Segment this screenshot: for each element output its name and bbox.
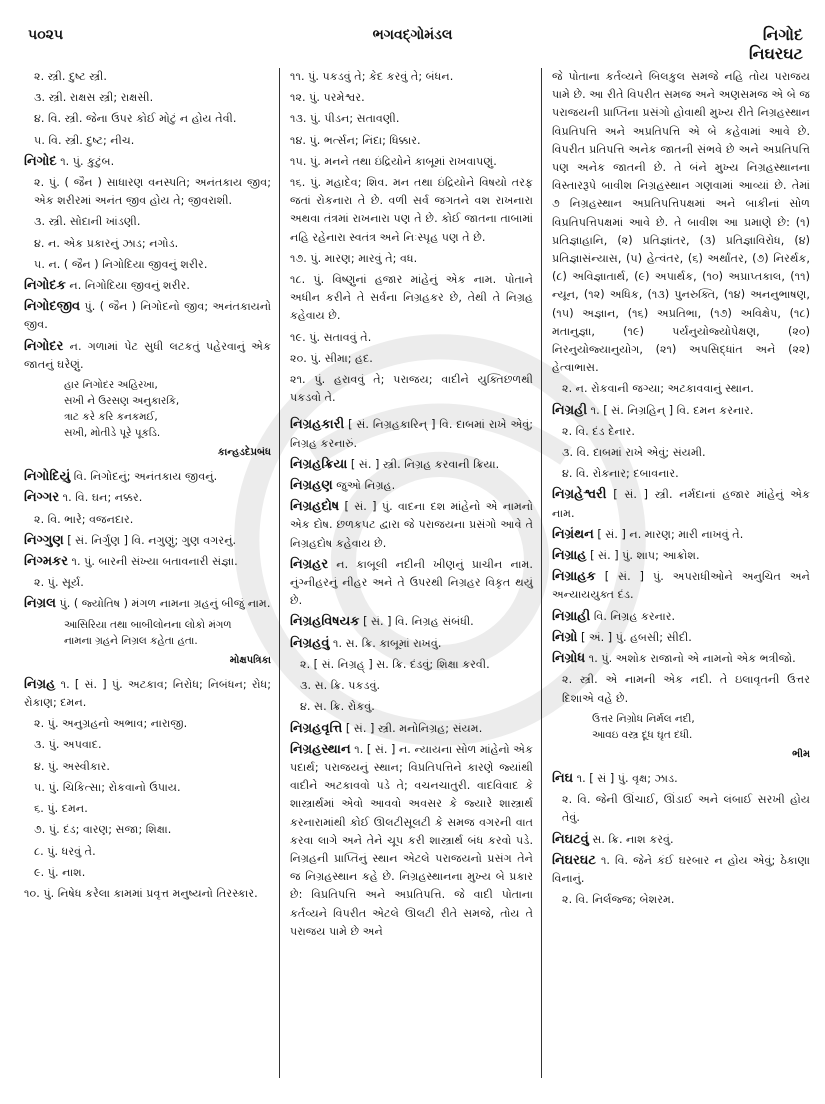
headword: નિગ્રહ xyxy=(24,676,56,692)
dictionary-entry xyxy=(24,595,271,613)
quotation xyxy=(552,711,810,743)
dictionary-entry xyxy=(290,498,533,553)
headword: નિગ્રંથન xyxy=(552,526,594,542)
definition: [ સં. ] વિ. નિગ્રહ સંબંધી. xyxy=(363,615,474,629)
headword: નિઘરઘટ xyxy=(552,852,596,868)
quote-line: હાર નિગોદર અહિરખા, xyxy=(64,379,158,392)
sense: ૨. સ્ત્રી. દુષ્ટ સ્ત્રી. xyxy=(34,70,107,83)
headword: નિગ્રાહક xyxy=(552,569,596,585)
headword: નિગ્રહસ્થાન xyxy=(290,741,351,757)
headword: નિગ્રહવું xyxy=(290,635,330,651)
headword: નિગ્રહવિષયક xyxy=(290,614,360,630)
headword: નિગ્મકર xyxy=(24,554,68,570)
sense: ૨. વિ. ભારે; વજનદાર. xyxy=(34,512,134,526)
headword: નિગ્રહદોષ xyxy=(290,499,340,515)
dictionary-entry xyxy=(24,676,271,712)
quote-attribution: કાન્હડદેપ્રબંધ xyxy=(217,447,271,459)
book-title: ભગવદ્ગોમંડલ xyxy=(372,27,453,43)
sense: ૨. વિ. નિર્લજ્જ; બેશરમ. xyxy=(562,893,675,907)
sense: ૧૮. પું. વિષ્ણુનાં હજાર માંહેનું એક નામ. પોતાને અધીન કરીને તે સર્વના નિગ્રહકર છે, તેથી તે નિગ્રહ કહેવાય છે. xyxy=(290,273,533,323)
dictionary-entry xyxy=(24,153,271,171)
dictionary-entry xyxy=(552,629,810,647)
sense: ૧. સ. ક્રિ. કાબૂમાં રાખવું. xyxy=(333,636,442,650)
sense: ૬. પું. દમન. xyxy=(34,802,88,816)
sense: ૧. પું. અશોક રાજાનો એ નામનો એક ભત્રીજો. xyxy=(588,652,796,666)
sense: ૩. સ. ક્રિ. પકડવું. xyxy=(300,679,381,693)
definition: ન. કાબૂલી નદીની ખીણનું પ્રાચીન નામ. નુંગ્નીહરનું નીહર અને તે ઉપરથી નિગ્રહર વિકૃત થયું છે. xyxy=(290,557,533,608)
guide-word-last: નિઘરઘટ xyxy=(748,44,803,63)
dictionary-entry xyxy=(552,486,810,522)
definition: ન. નિગોદિયા જીવનું શરીર. xyxy=(69,279,190,293)
dictionary-entry xyxy=(290,741,533,941)
sense: ૨. પું. ( જૈન ) સાધારણ વનસ્પતિ; અનંતકાય જીવ; એક શરીરમાં અનંત જીવ હોય તે; જીવરાશી. xyxy=(34,176,271,208)
sense: ૨. [ સં. નિગ્રહ્ ] સ. ક્રિ. દંડવું; શિક્ષા કરવી. xyxy=(300,657,490,671)
sense: ૧. વિ. ઘન; નક્કર. xyxy=(62,491,143,505)
sense: ૧. પું. બારની સંખ્યા બતાવનારી સંજ્ઞા. xyxy=(71,555,238,569)
headword: નિગોદક xyxy=(24,278,66,294)
quotation xyxy=(24,377,271,441)
sense: ૪. વિ. સ્ત્રી. જેના ઉપર કોઈ મોટું ન હોય તેવી. xyxy=(34,112,237,126)
quote-line: સખી ને ઉરસણ અનુકારકિ, xyxy=(64,395,180,408)
sense: ૯. પું. નાશ. xyxy=(34,865,86,879)
sense: ૧૪. પું. ભર્ત્સન; નિંદા; ધિક્કાર. xyxy=(290,133,421,147)
sense: ૧. [ સં ] પું. વૃક્ષ; ઝાડ. xyxy=(576,771,678,785)
page-number: ૫૦૨૫ xyxy=(28,27,64,43)
dictionary-entry xyxy=(552,402,810,420)
dictionary-entry xyxy=(552,547,810,565)
definition: [ સં. ] પું. શાપ; આક્રોશ. xyxy=(590,549,700,563)
quote-line: ઉત્તર નિગ્રોધ નિર્મલ નદી, xyxy=(592,712,695,725)
headword: નિગોદ xyxy=(24,153,57,169)
definition: [ સં. ] પું. અપરાધીઓને અનુચિત અને અન્યાયયુક્ત દંડ. xyxy=(552,570,810,602)
definition: [ સં. નિર્ગુણ ] વિ. નગુણું; ગુણ વગરનું. xyxy=(67,533,237,547)
dictionary-entry xyxy=(290,477,533,495)
dictionary-entry xyxy=(24,277,271,295)
dictionary-entry xyxy=(552,568,810,604)
definition: સ. ક્રિ. નાશ કરવું. xyxy=(592,832,674,846)
headword: નિગોદિયું xyxy=(24,469,71,485)
definition: [ સં. ] સ્ત્રી. મનોનિગ્રહ; સંયમ. xyxy=(345,721,483,735)
dictionary-entry xyxy=(290,456,533,474)
headword: નિગ્રો xyxy=(552,629,578,645)
quote-line: આવઇ વસ્ત્ર દૂધ ઘૃત દધી. xyxy=(592,728,693,741)
quote-line: નામના ગ્રહને નિગ્રલ કહેતા હતા. xyxy=(64,634,198,647)
guide-word-first: નિગોદ xyxy=(762,25,803,44)
headword: નિગ્રહણ xyxy=(290,478,333,494)
dictionary-entry xyxy=(290,720,533,738)
sense: ૫. વિ. સ્ત્રી. દુષ્ટ; નીચ. xyxy=(34,133,135,147)
definition: જુઓ નિગ્રહ. xyxy=(336,479,396,493)
definition: [ અં. ] પું. હબસી; સીદી. xyxy=(580,630,692,644)
headword: નિઘટવું xyxy=(552,831,589,847)
definition: ન. ગળામાં પેટ સુધી લટકતું પહેરવાનું એક જાતનું ઘરેણું. xyxy=(24,339,271,371)
dictionary-entry xyxy=(552,650,810,668)
dictionary-entry xyxy=(552,852,810,888)
sense: ૫. પું. ચિકિત્સા; રોકવાનો ઉપાય. xyxy=(34,780,181,794)
headword: નિગ્રોધ xyxy=(552,651,586,667)
sense: ૨. વિ. જેની ઊંચાઈ, ઊંડાઈ અને લંબાઈ સરખી હોય તેવું. xyxy=(562,793,810,825)
definition: પું. ( જૈન ) નિગોદનો જીવ; અનંતકાયનો જીવ. xyxy=(24,300,271,332)
quote-line: આસિરિયા તથા બાબીલોનના લોકો મંગળ xyxy=(64,618,232,631)
definition: [ સં. ] સ્ત્રી. નર્મદાનાં હજાર માંહેનું એક નામ. xyxy=(552,488,810,520)
sense: ૧૯. પું. સતાવવું તે. xyxy=(290,330,372,344)
sense: ૩. પું. અપવાદ. xyxy=(34,738,102,752)
quote-attribution: ભીમ xyxy=(792,748,810,760)
sense: ૧. પું. કુટુંબ. xyxy=(60,154,115,168)
headword: નિગોદજીવ xyxy=(24,299,81,315)
dictionary-entry xyxy=(290,416,533,452)
dictionary-entry xyxy=(290,613,533,631)
sense: ૧૬. પું. મહાદેવ; શિવ. મન તથા ઇંદ્રિયોને વિષયો તરફ જતાં રોકનારા તે છે. વળી સર્વ જગતને વશ રાખનારા અથવા તંત્રમાં રાખનારા પણ તે છે. કોઈ જાતના તાબામાં નહિ રહેનારા સ્વતંત્ર અને નિઃસ્પૃહ પણ તે છે. xyxy=(290,176,533,244)
dictionary-entry xyxy=(552,831,810,849)
sense: ૧૦. પું. નિષેધ કરેલા કામમાં પ્રવૃત્ત મનુષ્યનો તિરસ્કાર. xyxy=(24,886,258,900)
dictionary-entry xyxy=(552,770,810,788)
sense: ૧૧. પું. પકડવું તે; કેદ કરવું તે; બંધન. xyxy=(290,70,454,83)
definition: [ સં. ] ન. મારણ; મારી નાખવું તે. xyxy=(597,527,744,541)
sense: ૫. ન. ( જૈન ) નિગોદિયા જીવનું શરીર. xyxy=(34,257,208,271)
headword: નિગ્રાહી xyxy=(552,608,591,624)
dictionary-entry xyxy=(552,608,810,626)
sense: ૩. સ્ત્રી. રાક્ષસ સ્ત્રી; રાક્ષસી. xyxy=(34,91,154,105)
dictionary-entry xyxy=(290,556,533,611)
dictionary-entry xyxy=(24,468,271,486)
sense: ૨. પું. અનુગ્રહનો અભાવ; નારાજી. xyxy=(34,717,188,731)
dictionary-entry xyxy=(290,635,533,653)
sense: ૨૧. પું. હરાવવું તે; પરાજય; વાદીને યુક્તિછળથી પકડવો તે. xyxy=(290,373,533,405)
sense: ૧. [ સં. ] પું. અટકાવ; નિરોધ; નિબંધન; રોધ; રોકાણ; દમન. xyxy=(24,677,271,710)
sense: ૩. સ્ત્રી. સોદાની ખાંડણી. xyxy=(34,215,141,229)
definition-continued: જે પોતાના કર્તવ્યને બિલકુલ સમજે નહિ તોય પરાજય પામે છે. આ રીતે વિપરીત સમજ અને અણસમજ એ બે જ પરાજયની પ્રાપ્તિના પ્રસંગો હોવાથી મુખ્ય રીતે નિગ્રહસ્થાન વિપ્રતિપત્તિ અને અપ્રતિપત્તિ એ બે કહેવામાં આવે છે. વિપરીત પ્રતિપત્તિ અનેક જાતની સંભવે છે અને અપ્રતિપત્તિ પણ અનેક જાતની છે. તે બંને મુખ્ય નિગ્રહસ્થાનના વિસ્તારરૂપે બાવીશ નિગ્રહસ્થાન ગણવામાં આવ્યાં છે. તેમાં ૭ નિગ્રહસ્થાન અપ્રતિપત્તિપક્ષમાં અને બાકીનાં સોળ વિપ્રતિપત્તિપક્ષમાં આવે છે. તે બાવીશ આ પ્રમાણે છે: (૧) પ્રતિજ્ઞાહાનિ, (૨) પ્રતિજ્ઞાંતર, (૩) પ્રતિજ્ઞાવિરોધ, (૪) પ્રતિજ્ઞાસંન્યાસ, (૫) હેત્વંતર, (૬) અર્થાંતર, (૭) નિરર્થક, (૮) અવિજ્ઞાતાર્થ, (૯) અપાર્થક, (૧૦) અપ્રાપ્તકાલ, (૧૧) ન્યૂન, (૧૨) અધિક, (૧૩) પુનરુક્તિ, (૧૪) અનનુભાષણ, (૧૫) અજ્ઞાન, (૧૬) અપ્રતિભા, (૧૭) અવિક્ષેપ, (૧૮) મતાનુજ્ઞા, (૧૯) પર્યનુયોજ્યોપેક્ષણ, (૨૦) નિરનુયોજ્યાનુયોગ, (૨૧) અપસિદ્ધાંત અને (૨૨) હેત્વાભાસ. xyxy=(552,70,810,375)
headword: નિગ્રહક્રિયા xyxy=(290,456,348,472)
dictionary-entry xyxy=(552,526,810,544)
headword: નિગ્રહકારી xyxy=(290,417,345,433)
quotation xyxy=(24,617,271,649)
sense: ૪. ન. એક પ્રકારનું ઝાડ; નગોડ. xyxy=(34,236,179,250)
sense: ૧૫. પું. મનને તથા ઇંદ્રિયોને કાબૂમાં રાખવાપણું. xyxy=(290,154,497,168)
headword: નિગોદર xyxy=(24,338,64,354)
sense: ૪. પું. અસ્વીકાર. xyxy=(34,759,110,773)
dictionary-entry xyxy=(24,553,271,571)
column-2 xyxy=(280,68,542,1078)
definition: પું. ( જ્યોતિષ ) મંગળ નામના ગ્રહનું બીજું નામ. xyxy=(59,597,271,611)
headword: નિગ્ગુણ xyxy=(24,532,64,548)
page-header xyxy=(0,0,825,62)
quote-line: સખી, મોતીડે પૂરે પૂકડિ. xyxy=(64,427,161,440)
sense: ૧૭. પું. મારણ; મારવું તે; વધ. xyxy=(290,251,418,265)
headword: નિગ્રહી xyxy=(552,402,588,418)
definition: વિ. નિગોદનું; અનંતકાય જીવનું. xyxy=(73,470,218,484)
sense: ૨. ન. રોકવાની જગ્યા; અટકાવવાનું સ્થાન. xyxy=(562,382,754,396)
definition: [ સં. ] સ્ત્રી. નિગ્રહ કરવાની ક્રિયા. xyxy=(350,457,500,471)
column-1 xyxy=(24,68,280,1078)
sense: ૭. પું. દંડ; વારણ; સજા; શિક્ષા. xyxy=(34,823,172,837)
sense: ૨૦. પું. સીમા; હદ. xyxy=(290,351,373,365)
headword: નિઘ xyxy=(552,770,574,786)
sense: ૨. પું. સૂર્ય. xyxy=(34,576,84,590)
definition: ૧. [ સં. ] ન. ન્યાયના સોળ માંહેનો એક પદાર્થ; પરાજયનું સ્થાન; વિપ્રતિપત્તિને કારણે જ્યાંથી વાદીને અટકાવવો પડે તે; વચનચાતુરી. વાદવિવાદ કે શાસ્ત્રાર્થમાં એવો આવવો અવસર કે જ્યારે શાસ્ત્રાર્થ કરનારામાંથી કોઈ ઊલટીસૂલટી કે સમજ વગરની વાત કરવા લાગે અને તેને ચૂપ કરી શાસ્ત્રાર્થ બંધ કરવો પડે. નિગ્રહની પ્રાપ્તિનું સ્થાન એટલે પરાજયનો પ્રસંગ તેને જ નિગ્રહસ્થાન કહે છે. નિગ્રહસ્થાનના મુખ્ય બે પ્રકાર છે: વિપ્રતિપત્તિ અને અપ્રતિપત્તિ. જે વાદી પોતાના કર્તવ્યને વિપરીત એટલે ઊલટી રીતે સમજે, તોય તે પરાજય પામે છે અને xyxy=(290,742,533,938)
dictionary-entry xyxy=(24,298,271,334)
headword: નિગ્ગર xyxy=(24,490,60,506)
sense: ૧૩. પું. પીડન; સતાવણી. xyxy=(290,112,400,126)
headword: નિગ્રહેશ્વરી xyxy=(552,487,607,503)
definition: [ સં. નિગ્રહકારિન્ ] વિ. દાબમાં રાખે એવું; નિગ્રહ કરનારું. xyxy=(290,418,534,450)
sense: ૧૨. પું. પરમેશ્વર. xyxy=(290,91,365,105)
sense: ૩. વિ. દાબમાં રાખે એવું; સંયમી. xyxy=(562,446,706,460)
quote-attribution: મોક્ષપત્રિકા xyxy=(229,654,271,666)
column-3 xyxy=(542,68,810,1078)
headword: નિગ્રલ xyxy=(24,596,56,612)
sense: ૨. વિ. દંડ દેનાર. xyxy=(562,424,635,438)
dictionary-entry xyxy=(24,532,271,550)
sense: ૪. સ. ક્રિ. રોકવું. xyxy=(300,700,375,714)
quote-line: ત્રાટ કરે કરિ કનકમઈ, xyxy=(64,411,158,424)
definition: [ સં. ] પું. વાદના દશ માંહેનો એ નામનો એક દોષ. છળકપટ દ્વારા જે પરાજયના પ્રસંગો આવે તે નિગ્રહદોષ કહેવાય છે. xyxy=(290,500,534,550)
headword: નિગ્રહવૃત્તિ xyxy=(290,720,343,736)
dictionary-columns xyxy=(24,68,810,1078)
dictionary-entry xyxy=(24,489,271,507)
headword: નિગ્રહર xyxy=(290,556,329,572)
sense: ૧. [ સં. નિગ્રહિન્ ] વિ. દમન કરનાર. xyxy=(590,403,754,417)
sense: ૧. વિ. જેને કંઈ ઘરબાર ન હોય એવું; ઠેકાણા વિનાનું. xyxy=(552,853,810,885)
sense: ૨. સ્ત્રી. એ નામની એક નદી. તે ઇલાવૃતની ઉત્તર દિશાએ વહે છે. xyxy=(562,673,810,705)
definition: વિ. નિગ્રહ કરનાર. xyxy=(593,609,676,623)
headword: નિગ્રાહ xyxy=(552,548,587,564)
sense: ૮. પું. ધરવું તે. xyxy=(34,844,96,858)
dictionary-entry xyxy=(24,338,271,374)
sense: ૪. વિ. રોકનાર; દબાવનાર. xyxy=(562,467,679,481)
